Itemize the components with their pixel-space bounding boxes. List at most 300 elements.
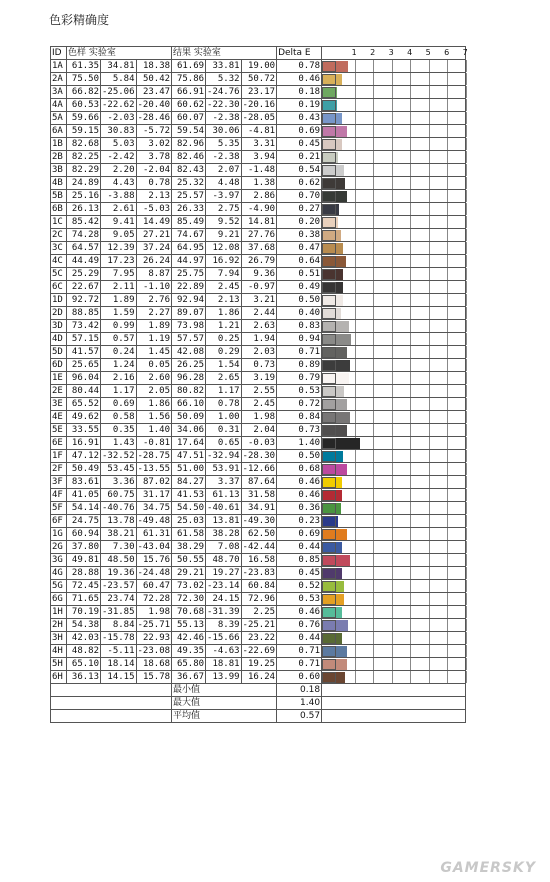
grid-line xyxy=(466,658,467,670)
grid-line xyxy=(447,424,448,436)
color-swatch xyxy=(322,87,336,98)
patch-id: 1B xyxy=(51,138,67,151)
color-swatch xyxy=(322,334,336,345)
lab-value: 66.91 xyxy=(172,86,206,99)
lab-value: 48.82 xyxy=(67,645,101,658)
grid-line xyxy=(466,138,467,150)
grid-line xyxy=(429,242,430,254)
grid-line xyxy=(429,125,430,137)
grid-line xyxy=(355,398,356,410)
patch-id: 3E xyxy=(51,398,67,411)
lab-value: -49.30 xyxy=(242,516,276,526)
patch-id: 6G xyxy=(51,593,67,606)
lab-value: 31.58 xyxy=(241,489,277,502)
grid-line xyxy=(392,268,393,280)
color-swatch xyxy=(322,516,336,527)
lab-value: 2.76 xyxy=(136,294,172,307)
grid-line xyxy=(466,541,467,553)
lab-value: 62.50 xyxy=(241,528,277,541)
grid-line xyxy=(429,372,430,384)
lab-value: -22.62 xyxy=(102,100,135,110)
delta-e-bar xyxy=(336,295,343,306)
table-row xyxy=(51,151,466,164)
lab-value: 1.43 xyxy=(101,437,137,450)
patch-id: 4B xyxy=(51,177,67,190)
delta-e-value: 0.83 xyxy=(277,320,322,333)
grid-line xyxy=(447,138,448,150)
delta-e-value: 0.19 xyxy=(277,99,322,112)
grid-line xyxy=(429,645,430,657)
delta-e-bar xyxy=(336,204,339,215)
lab-value: 1.98 xyxy=(241,411,277,424)
grid-line xyxy=(429,151,430,163)
grid-line xyxy=(466,73,467,85)
grid-line xyxy=(466,645,467,657)
grid-line xyxy=(373,255,374,267)
grid-line xyxy=(355,619,356,631)
delta-e-bar xyxy=(336,477,342,488)
grid-line xyxy=(410,411,411,423)
lab-value: -25.06 xyxy=(102,87,135,97)
lab-value: 60.62 xyxy=(172,99,206,112)
grid-line xyxy=(466,502,467,514)
color-swatch xyxy=(322,659,336,670)
grid-line xyxy=(429,450,430,462)
grid-line xyxy=(392,307,393,319)
table-row xyxy=(51,554,466,567)
grid-line xyxy=(373,372,374,384)
delta-e-value: 0.53 xyxy=(277,385,322,398)
color-swatch xyxy=(322,230,336,241)
patch-id: 6D xyxy=(51,359,67,372)
grid-line xyxy=(410,229,411,241)
grid-line xyxy=(355,281,356,293)
delta-e-bar xyxy=(336,581,344,592)
color-swatch xyxy=(322,269,336,280)
table-row xyxy=(51,229,466,242)
delta-e-bar-cell xyxy=(322,268,466,281)
lab-value: 9.41 xyxy=(101,216,137,229)
grid-line xyxy=(429,554,430,566)
grid-line xyxy=(429,632,430,644)
grid-line xyxy=(392,346,393,358)
grid-line xyxy=(392,554,393,566)
grid-line xyxy=(355,502,356,514)
delta-e-bar xyxy=(336,191,347,202)
patch-id: 5B xyxy=(51,190,67,203)
delta-e-bar-cell xyxy=(322,86,466,99)
lab-value: 13.78 xyxy=(101,515,137,528)
lab-value: -1.10 xyxy=(136,281,172,294)
lab-value: 4.43 xyxy=(101,177,137,190)
grid-line xyxy=(373,164,374,176)
patch-id: 2G xyxy=(51,541,67,554)
lab-value: 2.63 xyxy=(241,320,277,333)
lab-value: 60.07 xyxy=(172,112,206,125)
lab-value: 0.99 xyxy=(101,320,137,333)
lab-value: 5.32 xyxy=(206,73,242,86)
lab-value: 54.50 xyxy=(172,502,206,515)
lab-value: 82.68 xyxy=(67,138,101,151)
lab-value: -2.42 xyxy=(101,151,137,164)
delta-e-bar xyxy=(336,126,347,137)
lab-value: 2.61 xyxy=(101,203,137,216)
grid-line xyxy=(392,333,393,345)
grid-line xyxy=(429,658,430,670)
lab-value: 66.10 xyxy=(172,398,206,411)
lab-value: -28.05 xyxy=(242,113,276,123)
lab-value: 8.84 xyxy=(101,619,137,632)
lab-value: 23.47 xyxy=(136,86,172,99)
delta-e-bar xyxy=(336,74,342,85)
grid-line xyxy=(447,671,448,683)
delta-e-bar-cell xyxy=(322,294,466,307)
patch-id: 6B xyxy=(51,203,67,216)
max-label: 最大值 xyxy=(172,697,277,710)
grid-line xyxy=(373,502,374,514)
color-swatch xyxy=(322,373,336,384)
delta-e-value: 0.50 xyxy=(277,294,322,307)
grid-line xyxy=(447,463,448,475)
lab-value: 2.04 xyxy=(241,424,277,437)
table-row xyxy=(51,138,466,151)
lab-value: 16.58 xyxy=(241,554,277,567)
delta-e-bar xyxy=(336,113,342,124)
grid-line xyxy=(447,307,448,319)
delta-e-value: 0.46 xyxy=(277,73,322,86)
lab-value: 70.19 xyxy=(67,606,101,619)
patch-id: 2C xyxy=(51,229,67,242)
grid-line xyxy=(373,216,374,228)
patch-id: 1E xyxy=(51,372,67,385)
table-row xyxy=(51,528,466,541)
grid-line xyxy=(429,99,430,111)
patch-id: 5C xyxy=(51,268,67,281)
grid-line xyxy=(447,333,448,345)
grid-line xyxy=(466,424,467,436)
grid-line xyxy=(392,645,393,657)
grid-line xyxy=(410,463,411,475)
grid-line xyxy=(373,632,374,644)
lab-value: 5.84 xyxy=(101,73,137,86)
grid-line xyxy=(355,320,356,332)
lab-value: 89.07 xyxy=(172,307,206,320)
delta-e-bar xyxy=(336,217,338,228)
patch-id: 1C xyxy=(51,216,67,229)
color-swatch xyxy=(322,243,336,254)
grid-line xyxy=(447,177,448,189)
lab-value: -28.46 xyxy=(137,113,171,123)
delta-e-bar-cell xyxy=(322,320,466,333)
delta-e-value: 0.20 xyxy=(277,216,322,229)
lab-value: 25.75 xyxy=(172,268,206,281)
grid-line xyxy=(392,255,393,267)
grid-line xyxy=(392,463,393,475)
grid-line xyxy=(429,398,430,410)
table-row xyxy=(51,424,466,437)
patch-id: 6F xyxy=(51,515,67,528)
delta-e-axis-ticks xyxy=(322,47,468,59)
patch-id: 2A xyxy=(51,73,67,86)
grid-line xyxy=(429,515,430,527)
color-swatch xyxy=(322,178,336,189)
table-row xyxy=(51,489,466,502)
lab-value: 3.19 xyxy=(241,372,277,385)
delta-e-value: 0.73 xyxy=(277,424,322,437)
grid-line xyxy=(355,216,356,228)
lab-value: 2.60 xyxy=(136,372,172,385)
table-row xyxy=(51,242,466,255)
color-swatch xyxy=(322,217,336,228)
delta-e-value: 0.60 xyxy=(277,671,322,684)
grid-line xyxy=(392,437,393,449)
grid-line xyxy=(373,346,374,358)
delta-e-value: 0.47 xyxy=(277,242,322,255)
delta-e-value: 0.45 xyxy=(277,567,322,580)
lab-value: -23.57 xyxy=(102,581,135,591)
lab-value: 8.87 xyxy=(136,268,172,281)
grid-line xyxy=(355,463,356,475)
grid-line xyxy=(392,190,393,202)
patch-id: 1G xyxy=(51,528,67,541)
grid-line xyxy=(373,398,374,410)
axis-tick-label: 1 xyxy=(351,48,357,57)
lab-value: 34.75 xyxy=(136,502,172,515)
delta-e-bar xyxy=(336,282,343,293)
grid-line xyxy=(447,125,448,137)
lab-value: 1.86 xyxy=(206,307,242,320)
grid-line xyxy=(429,476,430,488)
delta-e-scale-header xyxy=(322,47,466,60)
lab-value: 65.80 xyxy=(172,658,206,671)
grid-line xyxy=(355,125,356,137)
grid-line xyxy=(392,372,393,384)
grid-line xyxy=(447,255,448,267)
grid-line xyxy=(355,112,356,124)
lab-value: 26.25 xyxy=(172,359,206,372)
patch-id: 1H xyxy=(51,606,67,619)
grid-line xyxy=(429,138,430,150)
grid-line xyxy=(410,606,411,618)
lab-value: 60.47 xyxy=(136,580,172,593)
grid-line xyxy=(392,164,393,176)
lab-value: 61.13 xyxy=(206,489,242,502)
lab-value: 50.55 xyxy=(172,554,206,567)
lab-value: -5.03 xyxy=(136,203,172,216)
lab-value: -49.48 xyxy=(137,516,171,526)
delta-e-bar-cell xyxy=(322,398,466,411)
delta-e-value: 0.21 xyxy=(277,151,322,164)
grid-line xyxy=(410,515,411,527)
lab-value: 27.21 xyxy=(136,229,172,242)
grid-line xyxy=(373,203,374,215)
delta-e-bar-cell xyxy=(322,528,466,541)
grid-line xyxy=(355,307,356,319)
patch-id: 3D xyxy=(51,320,67,333)
lab-value: 59.54 xyxy=(172,125,206,138)
grid-line xyxy=(466,190,467,202)
color-swatch xyxy=(322,607,336,618)
lab-value: 31.17 xyxy=(136,489,172,502)
delta-e-value: 0.18 xyxy=(277,86,322,99)
table-row xyxy=(51,86,466,99)
delta-e-value: 0.53 xyxy=(277,593,322,606)
delta-e-value: 0.69 xyxy=(277,528,322,541)
lab-value: 34.81 xyxy=(101,60,137,73)
grid-line xyxy=(447,476,448,488)
delta-e-value: 0.62 xyxy=(277,177,322,190)
lab-value: 96.28 xyxy=(172,372,206,385)
axis-tick-label: 4 xyxy=(407,48,413,57)
lab-value: 19.27 xyxy=(206,567,242,580)
min-value: 0.18 xyxy=(277,684,322,697)
grid-line xyxy=(466,112,467,124)
color-swatch xyxy=(322,477,336,488)
grid-line xyxy=(466,567,467,579)
grid-line xyxy=(410,242,411,254)
lab-value: 1.24 xyxy=(101,359,137,372)
grid-line xyxy=(410,333,411,345)
lab-value: 85.42 xyxy=(67,216,101,229)
grid-line xyxy=(410,190,411,202)
lab-value: 1.89 xyxy=(136,320,172,333)
grid-line xyxy=(466,86,467,98)
table-row xyxy=(51,671,466,684)
grid-line xyxy=(392,489,393,501)
grid-line xyxy=(392,398,393,410)
lab-value: 2.25 xyxy=(241,606,277,619)
grid-line xyxy=(373,307,374,319)
lab-value: -4.90 xyxy=(241,203,277,216)
grid-line xyxy=(373,177,374,189)
delta-e-bar xyxy=(336,243,343,254)
grid-line xyxy=(466,385,467,397)
lab-value: 24.75 xyxy=(67,515,101,528)
lab-value: 2.20 xyxy=(101,164,137,177)
color-swatch xyxy=(322,74,336,85)
delta-e-bar xyxy=(336,438,360,449)
avg-value: 0.57 xyxy=(277,710,322,723)
grid-line xyxy=(466,242,467,254)
color-swatch xyxy=(322,672,336,683)
grid-line xyxy=(355,450,356,462)
axis-tick-label: 3 xyxy=(388,48,394,57)
grid-line xyxy=(410,99,411,111)
grid-line xyxy=(392,229,393,241)
lab-value: -24.48 xyxy=(137,568,171,578)
lab-value: 0.25 xyxy=(206,333,242,346)
lab-value: -23.83 xyxy=(242,568,276,578)
delta-e-value: 0.54 xyxy=(277,164,322,177)
lab-value: 80.44 xyxy=(67,385,101,398)
lab-value: 3.02 xyxy=(136,138,172,151)
delta-e-bar xyxy=(336,568,342,579)
delta-e-bar-cell xyxy=(322,645,466,658)
delta-e-bar-cell xyxy=(322,567,466,580)
delta-e-bar xyxy=(336,347,347,358)
table-row xyxy=(51,294,466,307)
lab-value: 19.25 xyxy=(241,658,277,671)
delta-e-bar xyxy=(336,607,342,618)
grid-line xyxy=(373,645,374,657)
lab-value: 50.49 xyxy=(67,463,101,476)
lab-value: 80.82 xyxy=(172,385,206,398)
lab-value: -32.94 xyxy=(207,451,240,461)
grid-line xyxy=(466,164,467,176)
color-swatch xyxy=(322,568,336,579)
lab-value: 2.13 xyxy=(136,190,172,203)
grid-line xyxy=(392,450,393,462)
grid-line xyxy=(355,346,356,358)
lab-value: 3.37 xyxy=(206,476,242,489)
color-swatch xyxy=(322,100,336,111)
lab-value: 8.39 xyxy=(206,619,242,632)
grid-line xyxy=(392,86,393,98)
lab-value: 83.61 xyxy=(67,476,101,489)
delta-e-bar-cell xyxy=(322,164,466,177)
table-row xyxy=(51,619,466,632)
lab-value: 73.02 xyxy=(172,580,206,593)
lab-value: -5.72 xyxy=(136,125,172,138)
table-row xyxy=(51,203,466,216)
grid-line xyxy=(392,541,393,553)
grid-line xyxy=(466,619,467,631)
delta-e-value: 0.70 xyxy=(277,190,322,203)
grid-line xyxy=(373,229,374,241)
grid-line xyxy=(466,229,467,241)
grid-line xyxy=(429,333,430,345)
patch-id: 3H xyxy=(51,632,67,645)
lab-value: 49.62 xyxy=(67,411,101,424)
grid-line xyxy=(355,333,356,345)
delta-e-bar xyxy=(336,672,345,683)
delta-e-bar xyxy=(336,269,343,280)
lab-value: 9.36 xyxy=(241,268,277,281)
grid-line xyxy=(447,99,448,111)
delta-e-bar-cell xyxy=(322,216,466,229)
grid-line xyxy=(410,60,411,72)
lab-value: -2.38 xyxy=(206,151,242,164)
grid-line xyxy=(373,515,374,527)
lab-value: 82.25 xyxy=(67,151,101,164)
grid-line xyxy=(355,359,356,371)
lab-value: 36.67 xyxy=(172,671,206,684)
lab-value: 0.73 xyxy=(241,359,277,372)
lab-value: 15.78 xyxy=(136,671,172,684)
lab-value: 2.55 xyxy=(241,385,277,398)
grid-line xyxy=(466,632,467,644)
grid-line xyxy=(392,320,393,332)
color-swatch xyxy=(322,152,336,163)
delta-e-bar-cell xyxy=(322,125,466,138)
delta-e-value: 0.46 xyxy=(277,606,322,619)
delta-e-bar-cell xyxy=(322,541,466,554)
grid-line xyxy=(447,593,448,605)
grid-line xyxy=(355,658,356,670)
table-row xyxy=(51,307,466,320)
grid-line xyxy=(447,658,448,670)
lab-value: 64.95 xyxy=(172,242,206,255)
min-label: 最小值 xyxy=(172,684,277,697)
grid-line xyxy=(410,385,411,397)
grid-line xyxy=(466,554,467,566)
lab-value: -12.66 xyxy=(242,464,276,474)
patch-id: 3C xyxy=(51,242,67,255)
axis-tick-label: 7 xyxy=(462,48,468,57)
grid-line xyxy=(410,164,411,176)
grid-line xyxy=(355,229,356,241)
lab-value: 92.72 xyxy=(67,294,101,307)
